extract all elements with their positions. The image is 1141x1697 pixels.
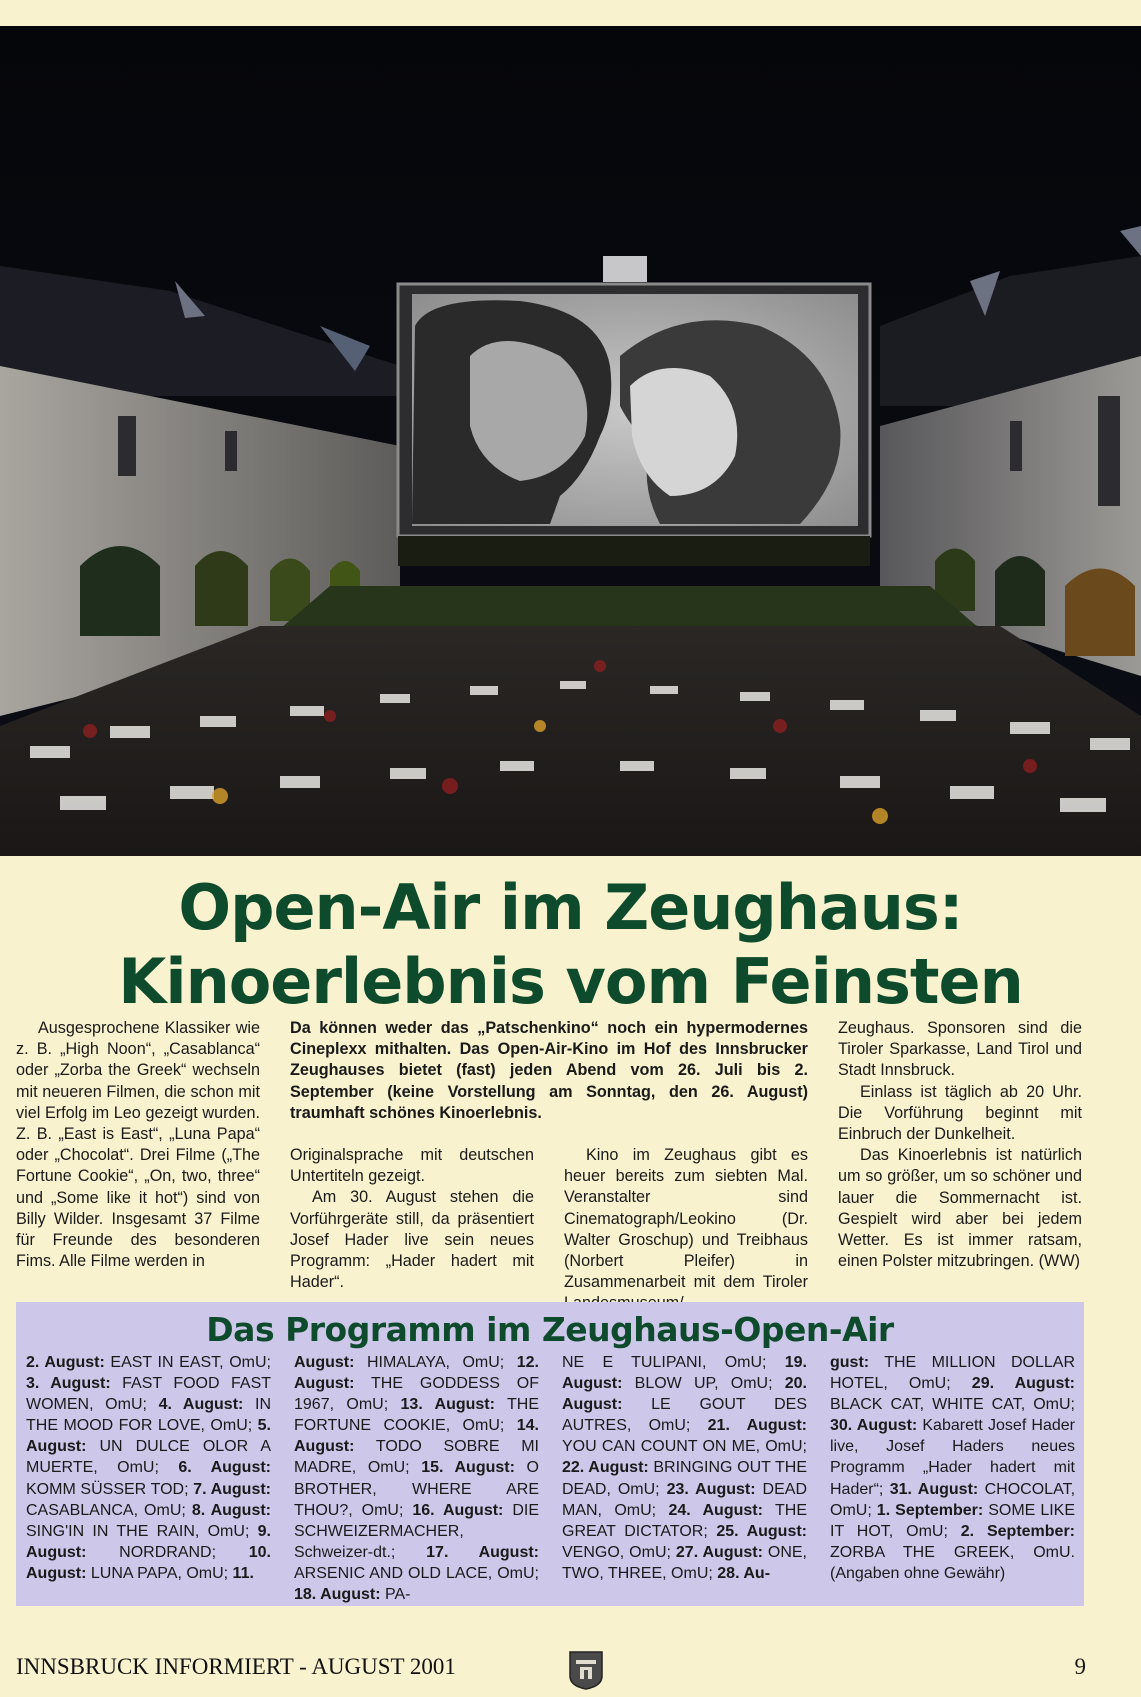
- article-paragraph: Das Kinoerlebnis ist natürlich um so größer, um so schöner und lauer die Sommernacht ist. Gespielt wird aber bei jedem Wetter. Es ist immer ratsam, einen Polster mitzubringen. (WW): [838, 1146, 1082, 1271]
- programme-date: 2. September:: [960, 1522, 1076, 1540]
- publication-name: INNSBRUCK INFORMIERT - AUGUST 2001: [16, 1654, 456, 1679]
- programme-film: CASABLANCA, OmU;: [26, 1501, 192, 1519]
- article-lead: [290, 1018, 808, 1124]
- lead-paragraph: Da können weder das „Patschenkino“ noch ein hypermodernes Cineplexx mithalten. Das Open-Air-Kino im Hof des Innsbrucker Zeughauses bietet (fast) jeden Abend vom 26. Juli bis 2. September (keine Vorstellung am Sonntag, den 26. August) traumhaft schönes Kinoerlebnis.: [290, 1019, 808, 1122]
- programme-date: 19. August:: [562, 1354, 807, 1393]
- programme-film: THE GREAT DICTATOR;: [562, 1501, 807, 1540]
- programme-column-3: [562, 1352, 807, 1584]
- programme-film: PA-: [380, 1586, 411, 1604]
- programme-date: 5. August:: [26, 1417, 271, 1456]
- programme-date: 17. August:: [426, 1543, 539, 1561]
- programme-column-4: [830, 1352, 1075, 1584]
- article-column-1: [16, 1018, 260, 1272]
- article-paragraph: Einlass ist täglich ab 20 Uhr. Die Vorführung beginnt mit Einbruch der Dunkelheit.: [838, 1082, 1082, 1144]
- programme-film: FAST FOOD FAST WOMEN, OmU;: [26, 1375, 272, 1414]
- programme-film: SING'IN IN THE RAIN, OmU;: [26, 1522, 258, 1540]
- article-paragraph: Originalsprache mit deutschen Untertiteln gezeigt.: [290, 1146, 534, 1186]
- headline-line-2: Kinoerlebnis vom Feinsten: [118, 945, 1023, 1018]
- programme-film: THE MILLION DOLLAR HOTEL, OmU;: [830, 1354, 1075, 1393]
- programme-film: EAST IN EAST, OmU;: [104, 1354, 271, 1371]
- article-column-2: [290, 1145, 534, 1293]
- programme-date: 13. August:: [400, 1396, 495, 1414]
- programme-date: 8. August:: [191, 1501, 272, 1519]
- programme-film: THE FORTUNE COOKIE, OmU;: [294, 1396, 540, 1435]
- programme-title: Das Programm im Zeughaus-Open-Air: [206, 1310, 894, 1349]
- programme-date: 10. August:: [26, 1543, 271, 1582]
- article-paragraph: Ausgesprochene Klassiker wie z. B. „High Noon“, „Casablanca“ oder „Zorba the Greek“ wechseln mit neueren Filmen, die schon mit viel Erfolg im Leo gezeigt wurden. Z. B. „East is East“, „Luna Papa“ oder „Chocolat“. Drei Filme („The Fortune Cookie“, „On, two, three“ und „Some like it hot“) sind von Billy Wilder. Insgesamt 37 Filme für Freunde des besonderen Fims. Alle Filme werden in: [16, 1019, 260, 1271]
- programme-date: 16. August:: [412, 1501, 504, 1519]
- programme-film: THE GODDESS OF 1967, OmU;: [294, 1375, 539, 1414]
- programme-film: CHOCOLAT, OmU;: [830, 1480, 1076, 1519]
- programme-date: 25. August:: [716, 1522, 807, 1540]
- programme-date: 11.: [232, 1564, 254, 1582]
- article-paragraph: Am 30. August stehen die Vorführgeräte still, da präsentiert Josef Hader live sein neues Programm: „Hader hadert mit Hader“.: [290, 1188, 534, 1292]
- programme-date: 1. September:: [876, 1501, 984, 1519]
- programme-date: 20. August:: [562, 1375, 807, 1414]
- article-column-4: [838, 1018, 1082, 1272]
- article-column-3: [564, 1145, 808, 1315]
- programme-film: BRINGING OUT THE DEAD, OmU;: [562, 1459, 807, 1498]
- programme-film: HIMALAYA, OmU;: [354, 1354, 517, 1371]
- programme-film: ARSENIC AND OLD LACE, OmU;: [294, 1564, 539, 1582]
- article-paragraph: Kino im Zeughaus gibt es heuer bereits zum siebten Mal. Veranstalter sind Cinematograph/Leokino (Dr. Walter Groschup) und Treibhaus (Norbert Pleifer) in Zusammenarbeit mit dem Tiroler: [564, 1146, 808, 1292]
- programme-date: 29. August:: [971, 1375, 1075, 1393]
- programme-film: YOU CAN COUNT ON ME, OmU;: [562, 1438, 807, 1456]
- programme-date: August:: [294, 1354, 355, 1371]
- headline-line-1: Open-Air im Zeughaus:: [178, 871, 963, 944]
- programme-film: BLACK CAT, WHITE CAT, OmU;: [830, 1396, 1075, 1414]
- page-number: 9: [1074, 1654, 1086, 1679]
- programme-film: LUNA PAPA, OmU;: [86, 1564, 233, 1582]
- programme-date: 18. August:: [294, 1586, 381, 1604]
- programme-column-1: [26, 1352, 271, 1584]
- programme-film: VENGO, OmU;: [562, 1543, 676, 1561]
- programme-film: DEAD MAN, OmU;: [562, 1480, 807, 1519]
- programme-film: LE GOUT DES AUTRES, OmU;: [562, 1396, 807, 1435]
- programme-date: 12. August:: [294, 1354, 539, 1393]
- open-air-cinema-photo: [0, 26, 1141, 856]
- programme-box: [16, 1302, 1084, 1606]
- programme-date: 9. August:: [26, 1522, 271, 1561]
- programme-film: SOME LIKE IT HOT, OmU;: [830, 1501, 1076, 1540]
- programme-film: O BROTHER, WHERE ARE THOU?, OmU;: [294, 1459, 539, 1519]
- programme-column-2: [294, 1352, 539, 1605]
- programme-date: 15. August:: [421, 1459, 515, 1477]
- programme-film: NE E TULIPANI, OmU;: [562, 1354, 785, 1371]
- programme-date: 14. August:: [294, 1417, 539, 1456]
- programme-date: 24. August:: [668, 1501, 763, 1519]
- programme-film: TODO SOBRE MI MADRE, OmU;: [294, 1438, 539, 1477]
- programme-film: ZORBA THE GREEK, OmU. (Angaben ohne Gewähr): [830, 1543, 1075, 1582]
- programme-film: BLOW UP, OmU;: [622, 1375, 785, 1393]
- programme-date: 7. August:: [193, 1480, 272, 1498]
- programme-date: 22. August:: [562, 1459, 649, 1477]
- innsbruck-crest-icon: [568, 1650, 604, 1690]
- programme-date: 23. August:: [666, 1480, 756, 1498]
- programme-date: 31. August:: [889, 1480, 979, 1498]
- programme-date: 3. August:: [26, 1375, 111, 1393]
- programme-date: 4. August:: [158, 1396, 244, 1414]
- programme-film: UN DULCE OLOR A MUERTE, OmU;: [26, 1438, 271, 1477]
- article-paragraph: Zeughaus. Sponsoren sind die Tiroler Sparkasse, Land Tirol und Stadt Innsbruck.: [838, 1019, 1082, 1080]
- programme-film: IN THE MOOD FOR LOVE, OmU;: [26, 1396, 271, 1435]
- programme-date: 6. August:: [178, 1459, 271, 1477]
- programme-date: 27. August:: [675, 1543, 763, 1561]
- programme-date: 28. Au-: [717, 1564, 771, 1582]
- programme-date: gust:: [830, 1354, 870, 1371]
- programme-date: 30. August:: [830, 1417, 918, 1435]
- programme-date: 21. August:: [707, 1417, 807, 1435]
- programme-date: 2. August:: [26, 1354, 105, 1371]
- programme-film: Kabarett Josef Hader live, Josef Haders neues Programm „Hader hadert mit Hader“;: [830, 1417, 1075, 1498]
- programme-film: DIE SCHWEIZERMACHER, Schweizer-dt.;: [294, 1501, 539, 1561]
- programme-film: KOMM SÜSSER TOD;: [26, 1480, 194, 1498]
- programme-film: ONE, TWO, THREE, OmU;: [562, 1543, 807, 1582]
- programme-film: NORDRAND;: [86, 1543, 249, 1561]
